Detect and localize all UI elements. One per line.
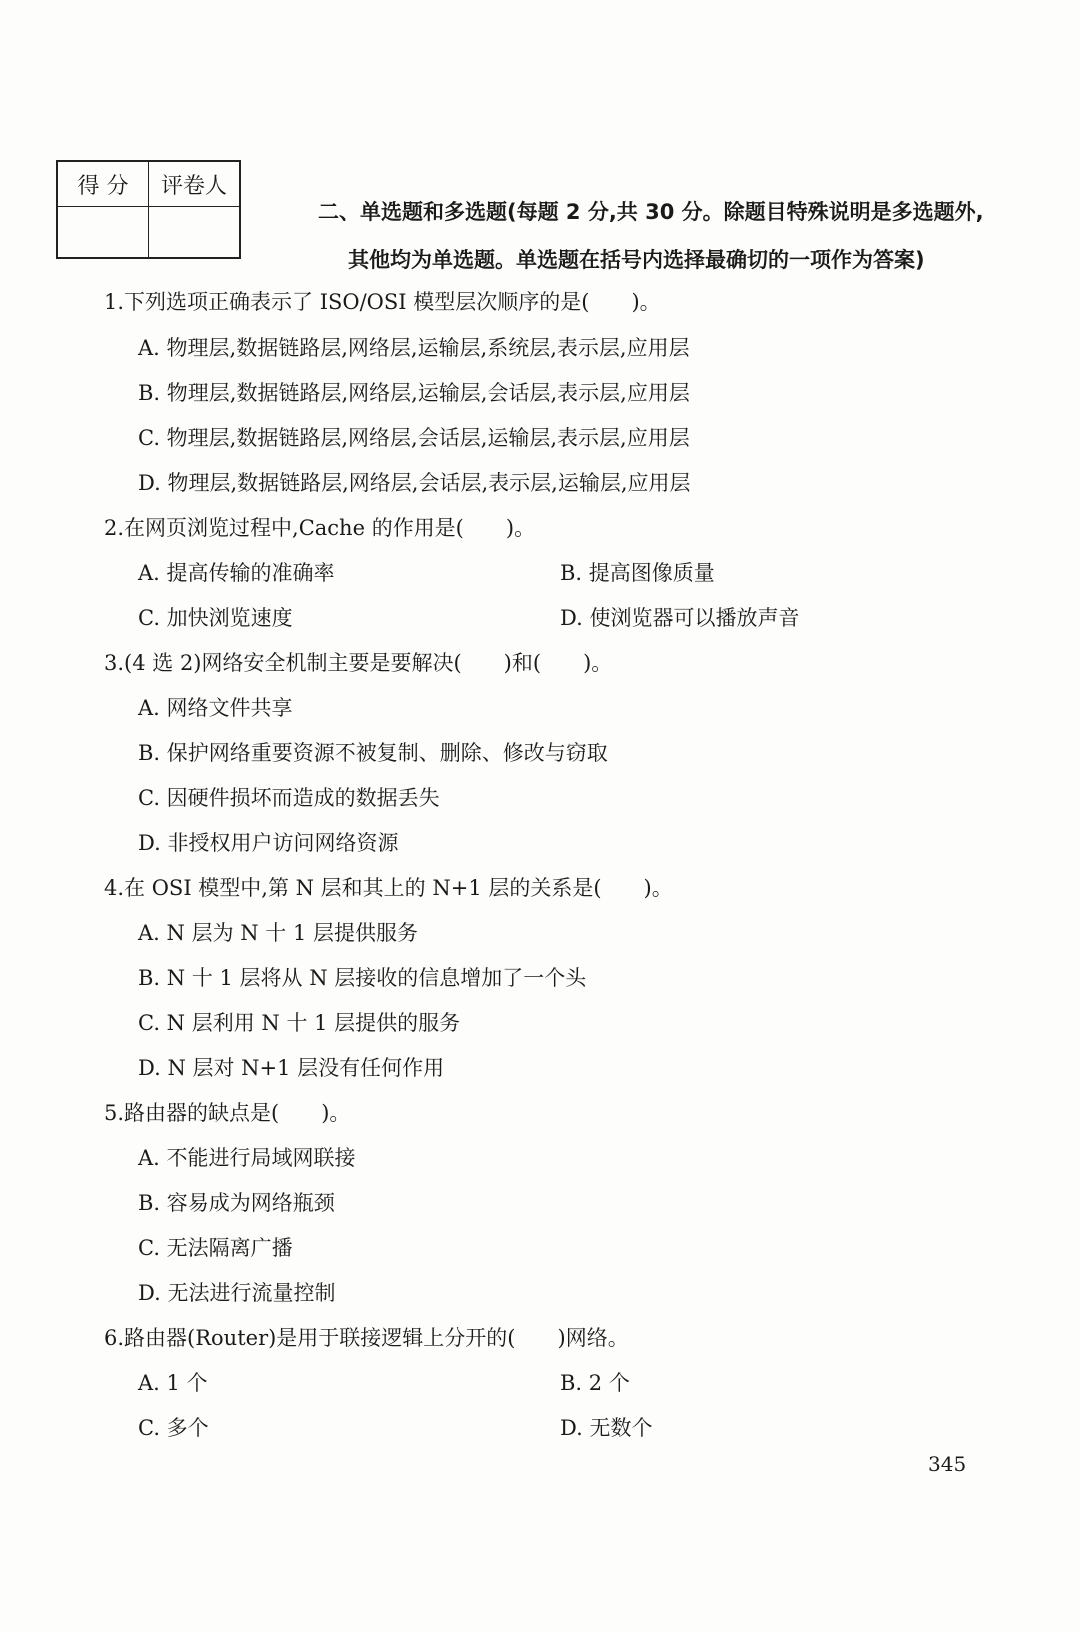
question-4-option-a: A. N 层为 N 十 1 层提供服务 <box>138 921 419 945</box>
question-2-stem: 2.在网页浏览过程中,Cache 的作用是( )。 <box>104 516 536 540</box>
question-3-stem: 3.(4 选 2)网络安全机制主要是要解决( )和( )。 <box>104 651 613 675</box>
grader-label: 评卷人 <box>149 161 241 207</box>
question-6-option-a: A. 1 个 <box>138 1371 208 1395</box>
question-2-option-a: A. 提高传输的准确率 <box>138 561 335 585</box>
question-5-option-a: A. 不能进行局域网联接 <box>138 1146 356 1170</box>
question-5-option-c: C. 无法隔离广播 <box>138 1236 293 1260</box>
question-1-stem: 1.下列选项正确表示了 ISO/OSI 模型层次顺序的是( )。 <box>104 290 661 314</box>
section-header-line1: 二、单选题和多选题(每题 2 分,共 30 分。除题目特殊说明是多选题外, <box>318 200 984 224</box>
question-5-stem: 5.路由器的缺点是( )。 <box>104 1101 351 1125</box>
question-1-option-d: D. 物理层,数据链路层,网络层,会话层,表示层,运输层,应用层 <box>138 471 691 495</box>
question-2-option-b: B. 提高图像质量 <box>560 561 715 585</box>
question-6-option-d: D. 无数个 <box>560 1416 653 1440</box>
section-header-line2: 其他均为单选题。单选题在括号内选择最确切的一项作为答案) <box>348 248 925 272</box>
question-1-option-b: B. 物理层,数据链路层,网络层,运输层,会话层,表示层,应用层 <box>138 381 690 405</box>
question-3-option-d: D. 非授权用户访问网络资源 <box>138 831 399 855</box>
page-number: 345 <box>928 1452 967 1476</box>
score-cell <box>57 207 149 259</box>
question-3-option-a: A. 网络文件共享 <box>138 696 293 720</box>
question-6-stem: 6.路由器(Router)是用于联接逻辑上分开的( )网络。 <box>104 1326 629 1350</box>
question-5-option-b: B. 容易成为网络瓶颈 <box>138 1191 335 1215</box>
score-box <box>56 160 241 259</box>
question-5-option-d: D. 无法进行流量控制 <box>138 1281 336 1305</box>
question-4-option-b: B. N 十 1 层将从 N 层接收的信息增加了一个头 <box>138 966 587 990</box>
question-4-option-c: C. N 层利用 N 十 1 层提供的服务 <box>138 1011 461 1035</box>
question-4-option-d: D. N 层对 N+1 层没有任何作用 <box>138 1056 445 1080</box>
question-3-option-c: C. 因硬件损坏而造成的数据丢失 <box>138 786 440 810</box>
question-6-option-b: B. 2 个 <box>560 1371 630 1395</box>
question-3-option-b: B. 保护网络重要资源不被复制、删除、修改与窃取 <box>138 741 608 765</box>
question-2-option-d: D. 使浏览器可以播放声音 <box>560 606 800 630</box>
question-2-option-c: C. 加快浏览速度 <box>138 606 293 630</box>
question-1-option-c: C. 物理层,数据链路层,网络层,会话层,运输层,表示层,应用层 <box>138 426 690 450</box>
question-6-option-c: C. 多个 <box>138 1416 209 1440</box>
score-label: 得 分 <box>57 161 149 207</box>
grader-cell <box>149 207 241 259</box>
question-1-option-a: A. 物理层,数据链路层,网络层,运输层,系统层,表示层,应用层 <box>138 336 690 360</box>
question-4-stem: 4.在 OSI 模型中,第 N 层和其上的 N+1 层的关系是( )。 <box>104 876 673 900</box>
